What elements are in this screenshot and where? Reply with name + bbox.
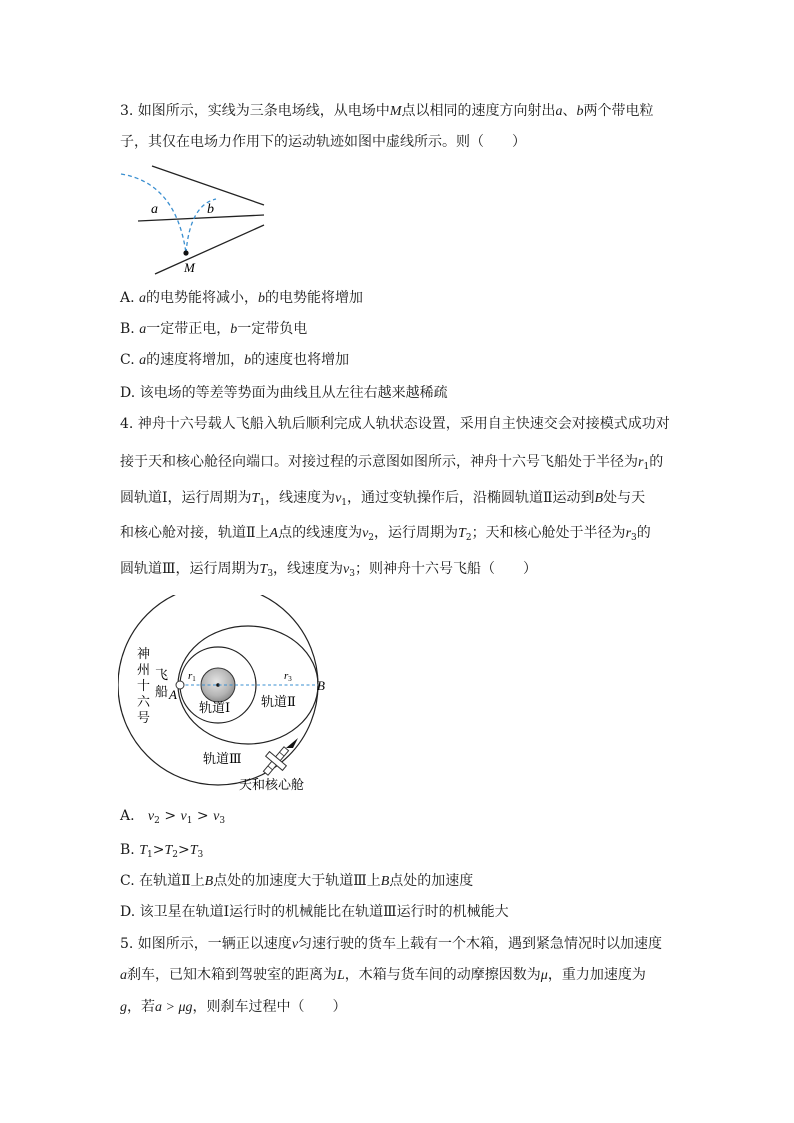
field-line-bottom [155, 225, 264, 274]
label-ship-5: 号 [137, 710, 151, 725]
q3-option-c: C. a的速度将增加，b的速度也将增加 [120, 352, 350, 368]
label-ship-2: 州 [137, 662, 151, 677]
spacecraft [176, 681, 184, 689]
q4-orbit-figure [118, 595, 328, 795]
label-ship-3: 十 [137, 678, 151, 693]
q3-field-figure [118, 163, 274, 281]
q3-stem-line2: 子，其仅在电场力作用下的运动轨迹如图中虚线所示。则（ ） [120, 134, 526, 150]
label-a: a [151, 202, 158, 217]
label-orbit-iii: 轨道Ⅲ [203, 751, 242, 766]
q4-stem-line1: 4. 神舟十六号载人飞船入轨后顺利完成人轨状态设置，采用自主快速交会对接模式成功对 [120, 416, 670, 432]
q3-option-d: D. 该电场的等差等势面为曲线且从左往右越来越稀疏 [120, 385, 448, 401]
q4-stem-line5: 圆轨道Ⅲ，运行周期为$T_3$，线速度为$v_3$；则神舟十六号飞船（ ） [120, 561, 537, 579]
q5-stem-line2: a刹车，已知木箱到驾驶室的距离为L，木箱与货车间的动摩擦因数为μ，重力加速度为 [120, 967, 646, 983]
label-station: 天和核心舱 [239, 777, 305, 792]
label-ship-1: 神 [137, 646, 151, 661]
label-r3: r3 [284, 670, 292, 683]
label-r1: r1 [188, 670, 196, 683]
field-line-top [152, 166, 264, 205]
label-M: M [184, 260, 195, 275]
q4-stem-line2: 接于天和核心舱径向端口。对接过程的示意图如图所示，神舟十六号飞船处于半径为$r_1$的 [120, 454, 664, 472]
label-orbit-ii: 轨道Ⅱ [261, 694, 296, 709]
point-M [183, 250, 188, 255]
q4-stem-line4: 和核心舱对接，轨道Ⅱ上A点的线速度为$v_2$，运行周期为$T_2$；天和核心舱处于半径为$r_3$的 [120, 525, 651, 543]
q4-option-c: C. 在轨道Ⅱ上B点处的加速度大于轨道Ⅲ上B点处的加速度 [120, 873, 474, 889]
label-A: A [169, 687, 177, 702]
label-feichuan-1: 飞 [155, 667, 169, 682]
q4-option-a: A. $v_2 > v_1 > v_3$ [120, 808, 226, 826]
q3-stem-line1: 3. 如图所示，实线为三条电场线，从电场中M点以相同的速度方向射出a、b两个带电粒 [120, 103, 654, 119]
q4-option-d: D. 该卫星在轨道Ⅰ运行时的机械能比在轨道Ⅲ运行时的机械能大 [120, 904, 509, 920]
q5-stem-line3: g，若a > μg，则刹车过程中（ ） [120, 999, 347, 1015]
q4-option-b: B. $T_1>T_2>T_3$ [120, 842, 204, 860]
label-orbit-i: 轨道Ⅰ [199, 700, 231, 715]
q3-option-a: A. a的电势能将减小，b的电势能将增加 [120, 290, 364, 306]
q3-option-b: B. a一定带正电，b一定带负电 [120, 321, 308, 337]
q5-stem-line1: 5. 如图所示，一辆正以速度v匀速行驶的货车上载有一个木箱，遇到紧急情况时以加速度 [120, 936, 663, 952]
label-feichuan-2: 船 [155, 684, 169, 699]
label-b: b [207, 202, 214, 217]
label-B: B [317, 678, 325, 693]
q4-stem-line3: 圆轨道Ⅰ，运行周期为$T_1$，线速度为$v_1$，通过变轨操作后，沿椭圆轨道Ⅱ运动到B处与天 [120, 490, 646, 508]
label-ship-4: 六 [137, 694, 151, 709]
